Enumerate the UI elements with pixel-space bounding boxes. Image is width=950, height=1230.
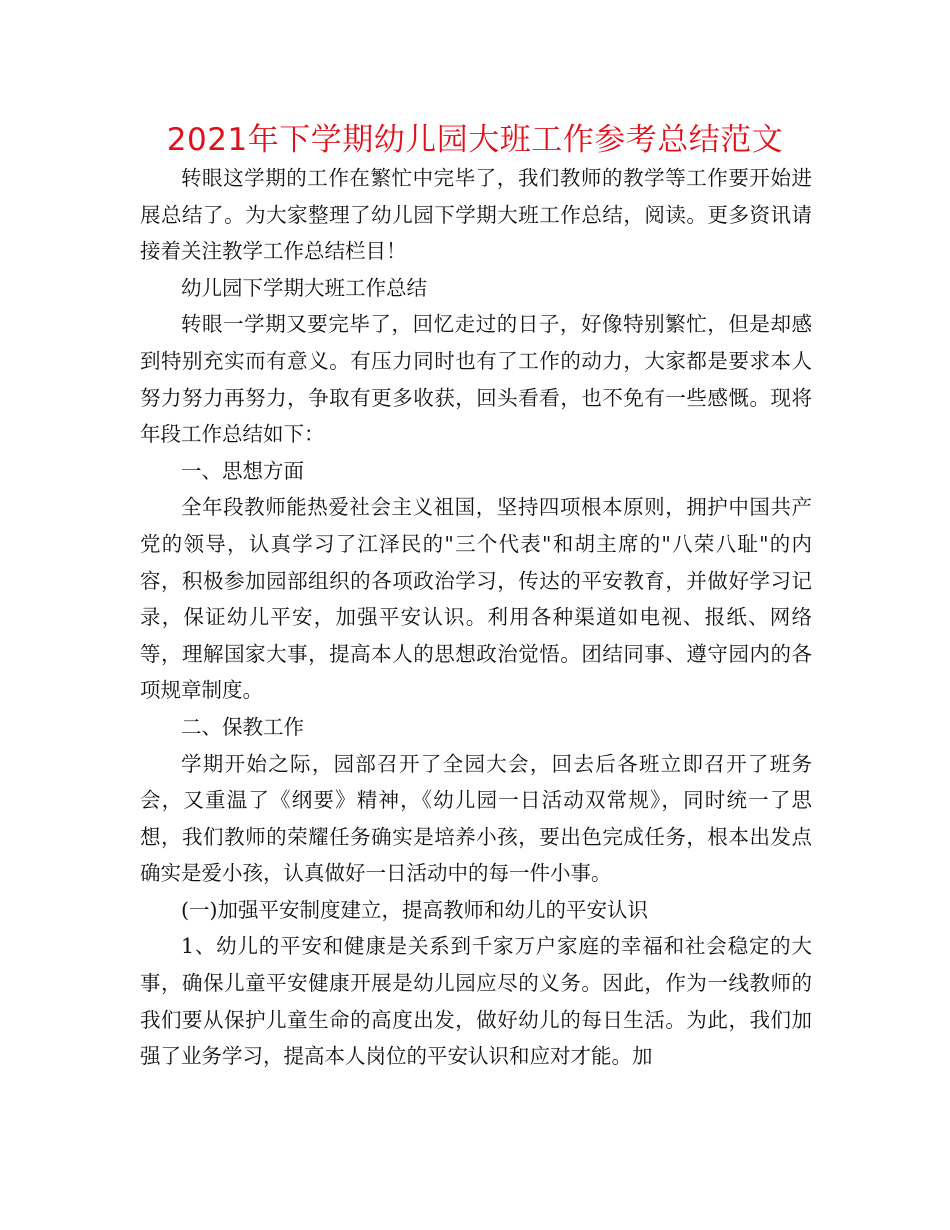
body-paragraph: 1、幼儿的平安和健康是关系到千家万户家庭的幸福和社会稳定的大事，确保儿童平安健康开展是幼儿园应尽的义务。因此，作为一线教师的我们要从保护儿童生命的高度出发，做好幼儿的每日生活。为此，我们加强了业务学习，提高本人岗位的平安认识和应对才能。加 xyxy=(140,934,812,1069)
section-heading: 二、保教工作 xyxy=(181,714,304,739)
body-paragraph: 学期开始之际，园部召开了全园大会，回去后各班立即召开了班务会，又重温了《纲要》精神，《幼儿园一日活动双常规》，同时统一了思想，我们教师的荣耀任务确实是培养小孩，要出色完成任务，根本出发点确实是爱小孩，认真做好一日活动中的每一件小事。 xyxy=(140,751,812,886)
body-paragraph: 转眼一学期又要完毕了，回忆走过的日子，好像特别繁忙，但是却感到特别充实而有意义。有压力同时也有了工作的动力，大家都是要求本人努力努力再努力，争取有更多收获，回头看看，也不免有一些感慨。现将年段工作总结如下： xyxy=(140,312,812,447)
section-heading: 一、思想方面 xyxy=(181,458,304,483)
document-title: 2021年下学期幼儿园大班工作参考总结范文 xyxy=(166,122,784,158)
section-heading: 幼儿园下学期大班工作总结 xyxy=(181,275,427,300)
subsection-heading: (一)加强平安制度建立，提高教师和幼儿的平安认识 xyxy=(181,897,648,922)
document-body xyxy=(140,160,812,1075)
intro-paragraph: 转眼这学期的工作在繁忙中完毕了，我们教师的教学等工作要开始进展总结了。为大家整理了幼儿园下学期大班工作总结，阅读。更多资讯请接着关注教学工作总结栏目！ xyxy=(140,166,812,264)
body-paragraph: 全年段教师能热爱社会主义祖国，坚持四项根本原则，拥护中国共产党的领导，认真学习了江泽民的"三个代表"和胡主席的"八荣八耻"的内容，积极参加园部组织的各项政治学习，传达的平安教育，并做好学习记录，保证幼儿平安，加强平安认识。利用各种渠道如电视、报纸、网络等，理解国家大事，提高本人的思想政治觉悟。团结同事、遵守园内的各项规章制度。 xyxy=(140,495,812,703)
